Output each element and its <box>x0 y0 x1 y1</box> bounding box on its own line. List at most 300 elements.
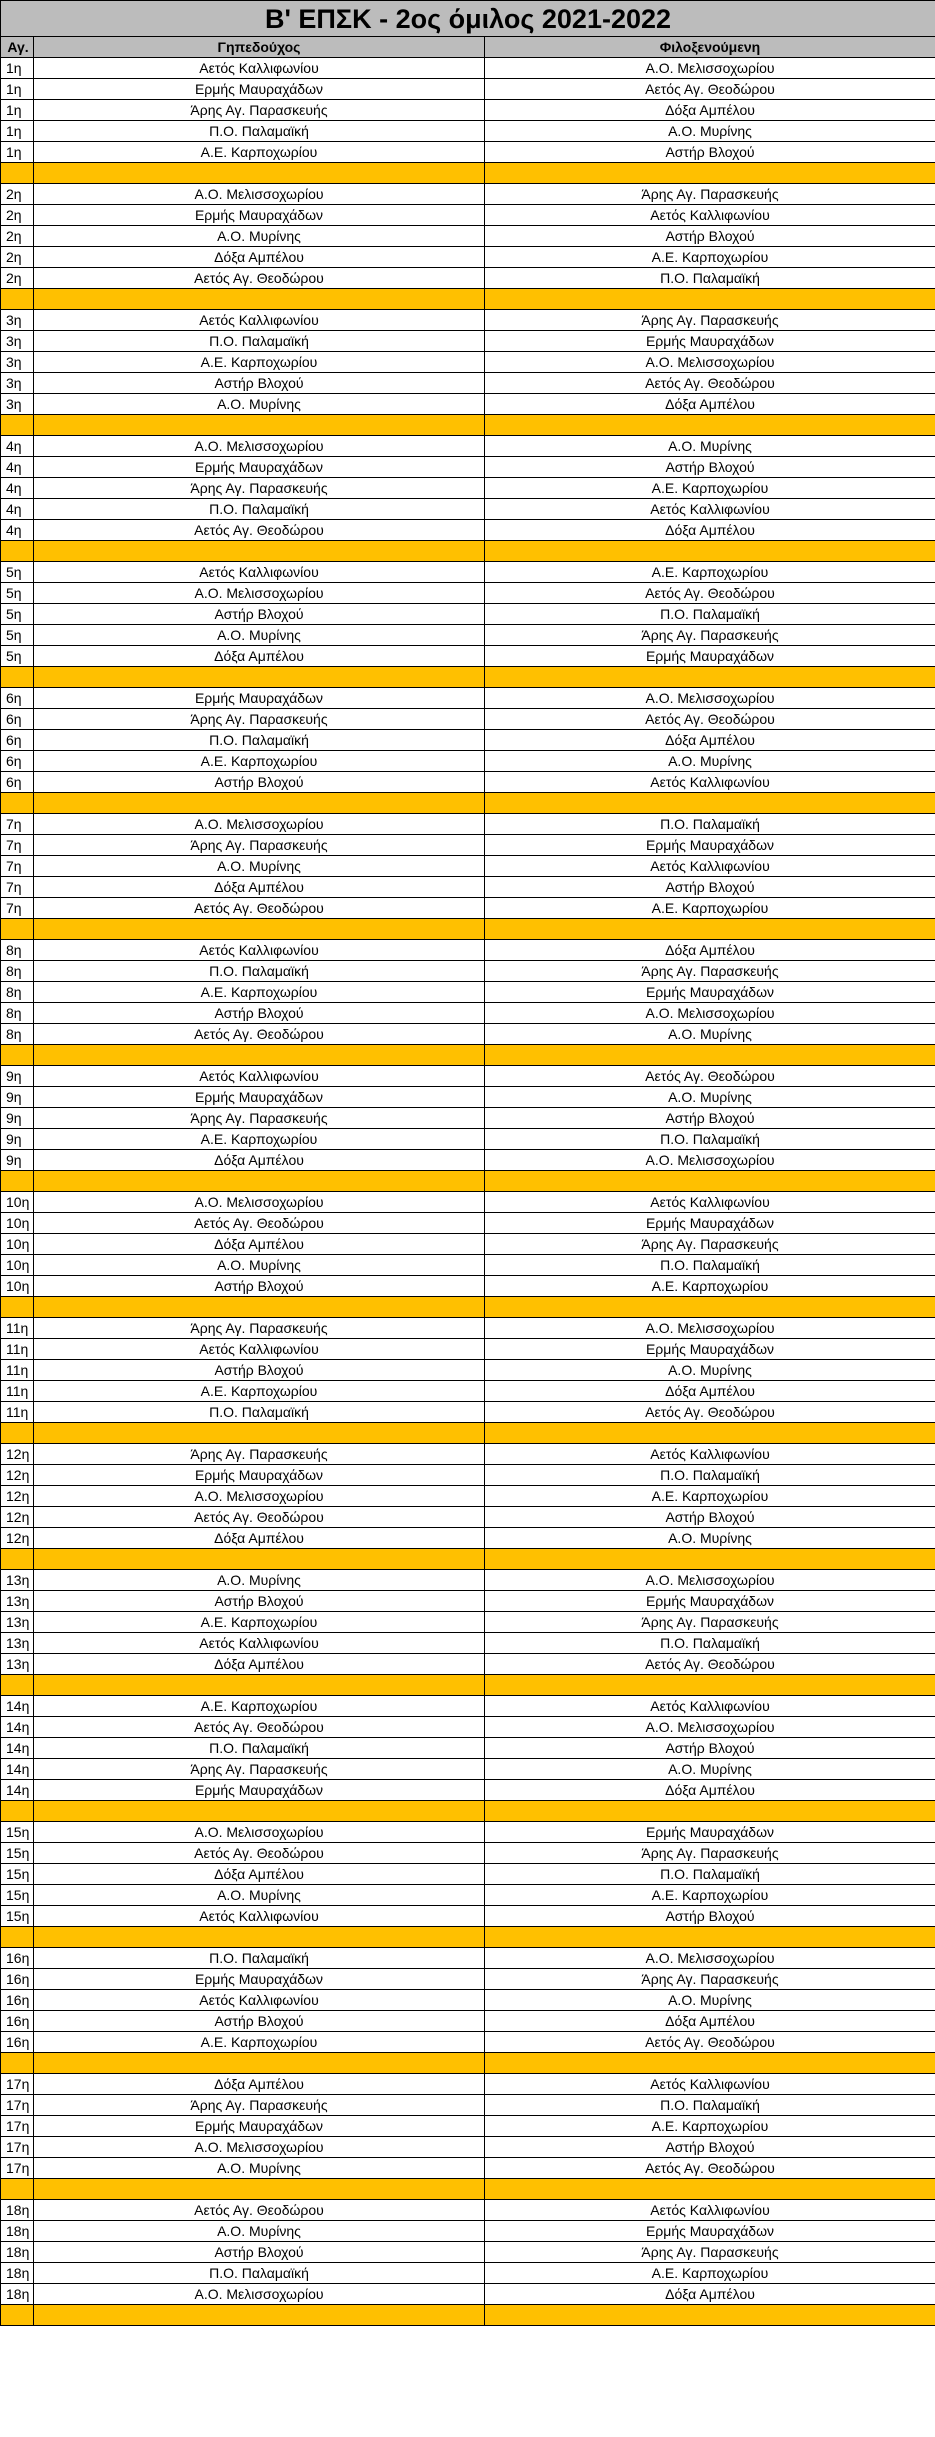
away-team-cell: Άρης Αγ. Παρασκευής <box>485 310 935 331</box>
away-team-cell: Α.Ε. Καρποχωρίου <box>485 898 935 919</box>
home-team-cell: Αστήρ Βλοχού <box>34 604 485 625</box>
away-team-cell: Α.Ε. Καρποχωρίου <box>485 562 935 583</box>
away-team-cell: Π.Ο. Παλαμαϊκή <box>485 1633 935 1654</box>
round-cell: 9η <box>1 1066 34 1087</box>
table-row <box>1 2095 935 2116</box>
table-row <box>1 1465 935 1486</box>
round-cell: 2η <box>1 247 34 268</box>
round-cell: 1η <box>1 121 34 142</box>
round-cell: 1η <box>1 100 34 121</box>
round-cell: 2η <box>1 205 34 226</box>
away-team-cell: Α.Ο. Μελισσοχωρίου <box>485 1570 935 1591</box>
round-separator-row <box>1 1171 935 1192</box>
home-team-cell: Π.Ο. Παλαμαϊκή <box>34 331 485 352</box>
home-team-cell: Α.Ο. Μελισσοχωρίου <box>34 583 485 604</box>
round-separator-row <box>1 1801 935 1822</box>
away-team-cell: Α.Ε. Καρποχωρίου <box>485 1885 935 1906</box>
round-cell: 12η <box>1 1507 34 1528</box>
home-team-cell: Α.Ο. Μυρίνης <box>34 1885 485 1906</box>
round-cell: 18η <box>1 2242 34 2263</box>
table-row <box>1 2200 935 2221</box>
home-team-cell: Αετός Καλλιφωνίου <box>34 1906 485 1927</box>
away-team-cell: Ερμής Μαυραχάδων <box>485 646 935 667</box>
home-team-cell: Δόξα Αμπέλου <box>34 247 485 268</box>
table-row <box>1 835 935 856</box>
round-cell: 2η <box>1 268 34 289</box>
away-team-cell: Ερμής Μαυραχάδων <box>485 1822 935 1843</box>
round-cell: 6η <box>1 772 34 793</box>
home-team-cell: Δόξα Αμπέλου <box>34 1864 485 1885</box>
table-row <box>1 1339 935 1360</box>
separator-cell <box>485 1297 935 1318</box>
separator-cell <box>485 1801 935 1822</box>
away-team-cell: Αστήρ Βλοχού <box>485 2137 935 2158</box>
table-row <box>1 2011 935 2032</box>
separator-cell <box>1 541 34 562</box>
home-team-cell: Αστήρ Βλοχού <box>34 1003 485 1024</box>
home-team-cell: Α.Ο. Μελισσοχωρίου <box>34 1192 485 1213</box>
round-cell: 1η <box>1 58 34 79</box>
table-row <box>1 898 935 919</box>
home-team-cell: Αετός Καλλιφωνίου <box>34 1990 485 2011</box>
round-cell: 7η <box>1 835 34 856</box>
home-team-cell: Α.Ο. Μυρίνης <box>34 226 485 247</box>
round-cell: 9η <box>1 1108 34 1129</box>
home-team-cell: Αετός Καλλιφωνίου <box>34 1066 485 1087</box>
separator-cell <box>34 1675 485 1696</box>
table-row <box>1 310 935 331</box>
separator-cell <box>34 667 485 688</box>
round-column-header: Αγ. <box>1 37 34 58</box>
home-team-cell: Α.Ε. Καρποχωρίου <box>34 1381 485 1402</box>
home-team-cell: Άρης Αγ. Παρασκευής <box>34 1318 485 1339</box>
away-team-cell: Α.Ο. Μελισσοχωρίου <box>485 58 935 79</box>
round-cell: 3η <box>1 310 34 331</box>
away-team-cell: Άρης Αγ. Παρασκευής <box>485 1843 935 1864</box>
table-row <box>1 1822 935 1843</box>
home-team-cell: Άρης Αγ. Παρασκευής <box>34 1759 485 1780</box>
away-team-cell: Άρης Αγ. Παρασκευής <box>485 1234 935 1255</box>
round-cell: 18η <box>1 2200 34 2221</box>
away-team-cell: Αστήρ Βλοχού <box>485 457 935 478</box>
table-row <box>1 1087 935 1108</box>
home-team-cell: Αστήρ Βλοχού <box>34 772 485 793</box>
away-team-cell: Π.Ο. Παλαμαϊκή <box>485 1864 935 1885</box>
title-row <box>1 1 935 37</box>
away-team-cell: Αστήρ Βλοχού <box>485 1738 935 1759</box>
fixtures-table-body <box>1 1 935 2326</box>
round-cell: 15η <box>1 1885 34 1906</box>
away-team-cell: Άρης Αγ. Παρασκευής <box>485 1612 935 1633</box>
round-cell: 17η <box>1 2074 34 2095</box>
table-row <box>1 1192 935 1213</box>
table-row <box>1 1969 935 1990</box>
round-cell: 10η <box>1 1255 34 1276</box>
away-team-cell: Ερμής Μαυραχάδων <box>485 982 935 1003</box>
table-row <box>1 562 935 583</box>
round-cell: 14η <box>1 1759 34 1780</box>
separator-cell <box>1 2179 34 2200</box>
table-row <box>1 1360 935 1381</box>
round-cell: 7η <box>1 877 34 898</box>
away-team-cell: Π.Ο. Παλαμαϊκή <box>485 1465 935 1486</box>
home-team-cell: Ερμής Μαυραχάδων <box>34 1969 485 1990</box>
table-row <box>1 940 935 961</box>
round-separator-row <box>1 1549 935 1570</box>
table-row <box>1 1381 935 1402</box>
home-team-cell: Α.Ε. Καρποχωρίου <box>34 1129 485 1150</box>
away-team-cell: Αστήρ Βλοχού <box>485 1906 935 1927</box>
home-team-cell: Α.Ε. Καρποχωρίου <box>34 1696 485 1717</box>
round-separator-row <box>1 2305 935 2326</box>
home-team-cell: Α.Ο. Μυρίνης <box>34 2221 485 2242</box>
separator-cell <box>485 541 935 562</box>
home-team-cell: Α.Ε. Καρποχωρίου <box>34 982 485 1003</box>
home-team-cell: Αετός Καλλιφωνίου <box>34 58 485 79</box>
round-cell: 15η <box>1 1843 34 1864</box>
round-cell: 11η <box>1 1318 34 1339</box>
away-team-cell: Αετός Καλλιφωνίου <box>485 1696 935 1717</box>
round-cell: 2η <box>1 184 34 205</box>
round-cell: 1η <box>1 142 34 163</box>
round-cell: 4η <box>1 457 34 478</box>
separator-cell <box>1 2305 34 2326</box>
home-team-cell: Α.Ο. Μυρίνης <box>34 2158 485 2179</box>
separator-cell <box>1 1675 34 1696</box>
home-team-cell: Α.Ο. Μελισσοχωρίου <box>34 2284 485 2305</box>
round-cell: 17η <box>1 2095 34 2116</box>
table-row <box>1 2032 935 2053</box>
table-row <box>1 1444 935 1465</box>
home-team-cell: Π.Ο. Παλαμαϊκή <box>34 1738 485 1759</box>
home-team-cell: Δόξα Αμπέλου <box>34 646 485 667</box>
table-row <box>1 1213 935 1234</box>
round-cell: 4η <box>1 436 34 457</box>
round-separator-row <box>1 289 935 310</box>
home-team-cell: Α.Ο. Μυρίνης <box>34 625 485 646</box>
table-row <box>1 1528 935 1549</box>
round-cell: 16η <box>1 1948 34 1969</box>
home-team-cell: Αετός Αγ. Θεοδώρου <box>34 1024 485 1045</box>
table-row <box>1 331 935 352</box>
away-team-cell: Ερμής Μαυραχάδων <box>485 2221 935 2242</box>
away-team-cell: Α.Ο. Μυρίνης <box>485 1087 935 1108</box>
separator-cell <box>485 667 935 688</box>
home-team-cell: Α.Ο. Μυρίνης <box>34 1255 485 1276</box>
away-team-cell: Αετός Καλλιφωνίου <box>485 2200 935 2221</box>
round-separator-row <box>1 2179 935 2200</box>
home-team-cell: Π.Ο. Παλαμαϊκή <box>34 730 485 751</box>
away-team-cell: Αστήρ Βλοχού <box>485 142 935 163</box>
separator-cell <box>34 541 485 562</box>
separator-cell <box>1 2053 34 2074</box>
round-separator-row <box>1 667 935 688</box>
away-team-cell: Αετός Καλλιφωνίου <box>485 856 935 877</box>
home-team-cell: Αετός Αγ. Θεοδώρου <box>34 2200 485 2221</box>
away-team-cell: Αετός Αγ. Θεοδώρου <box>485 709 935 730</box>
away-team-cell: Άρης Αγ. Παρασκευής <box>485 2242 935 2263</box>
home-team-cell: Π.Ο. Παλαμαϊκή <box>34 499 485 520</box>
home-team-cell: Ερμής Μαυραχάδων <box>34 1087 485 1108</box>
table-row <box>1 1234 935 1255</box>
separator-cell <box>1 415 34 436</box>
round-cell: 11η <box>1 1402 34 1423</box>
away-team-cell: Α.Ο. Μυρίνης <box>485 1360 935 1381</box>
round-cell: 2η <box>1 226 34 247</box>
round-cell: 8η <box>1 940 34 961</box>
home-team-cell: Ερμής Μαυραχάδων <box>34 688 485 709</box>
round-cell: 12η <box>1 1444 34 1465</box>
round-cell: 13η <box>1 1570 34 1591</box>
round-cell: 5η <box>1 646 34 667</box>
table-row <box>1 814 935 835</box>
away-team-cell: Άρης Αγ. Παρασκευής <box>485 1969 935 1990</box>
away-team-cell: Α.Ε. Καρποχωρίου <box>485 1276 935 1297</box>
round-cell: 17η <box>1 2158 34 2179</box>
round-cell: 14η <box>1 1696 34 1717</box>
table-row <box>1 1255 935 1276</box>
separator-cell <box>34 2305 485 2326</box>
round-cell: 8η <box>1 982 34 1003</box>
away-team-cell: Α.Ο. Μυρίνης <box>485 1024 935 1045</box>
away-team-cell: Α.Ο. Μελισσοχωρίου <box>485 1318 935 1339</box>
away-team-cell: Αστήρ Βλοχού <box>485 1507 935 1528</box>
table-row <box>1 583 935 604</box>
table-row <box>1 1717 935 1738</box>
separator-cell <box>34 793 485 814</box>
away-team-cell: Ερμής Μαυραχάδων <box>485 1213 935 1234</box>
home-team-cell: Α.Ο. Μελισσοχωρίου <box>34 814 485 835</box>
separator-cell <box>485 2305 935 2326</box>
home-team-cell: Αετός Αγ. Θεοδώρου <box>34 1717 485 1738</box>
table-row <box>1 604 935 625</box>
round-separator-row <box>1 793 935 814</box>
round-separator-row <box>1 541 935 562</box>
table-row <box>1 58 935 79</box>
table-row <box>1 877 935 898</box>
home-team-cell: Δόξα Αμπέλου <box>34 1234 485 1255</box>
separator-cell <box>485 919 935 940</box>
round-cell: 14η <box>1 1717 34 1738</box>
away-team-cell: Π.Ο. Παλαμαϊκή <box>485 1129 935 1150</box>
away-team-cell: Δόξα Αμπέλου <box>485 100 935 121</box>
home-team-cell: Αετός Καλλιφωνίου <box>34 310 485 331</box>
round-cell: 12η <box>1 1465 34 1486</box>
home-team-cell: Αστήρ Βλοχού <box>34 2011 485 2032</box>
home-team-cell: Ερμής Μαυραχάδων <box>34 79 485 100</box>
round-cell: 11η <box>1 1360 34 1381</box>
round-cell: 16η <box>1 1990 34 2011</box>
home-team-cell: Δόξα Αμπέλου <box>34 2074 485 2095</box>
round-cell: 16η <box>1 2032 34 2053</box>
round-cell: 6η <box>1 751 34 772</box>
round-cell: 7η <box>1 856 34 877</box>
table-row <box>1 226 935 247</box>
round-cell: 4η <box>1 499 34 520</box>
home-team-cell: Αετός Καλλιφωνίου <box>34 562 485 583</box>
separator-cell <box>34 1171 485 1192</box>
round-cell: 5η <box>1 583 34 604</box>
table-row <box>1 1885 935 1906</box>
header-row <box>1 37 935 58</box>
table-row <box>1 1402 935 1423</box>
home-team-cell: Α.Ο. Μελισσοχωρίου <box>34 436 485 457</box>
separator-cell <box>34 415 485 436</box>
home-team-cell: Α.Ο. Μελισσοχωρίου <box>34 1822 485 1843</box>
away-team-cell: Δόξα Αμπέλου <box>485 730 935 751</box>
table-row <box>1 1843 935 1864</box>
home-team-cell: Ερμής Μαυραχάδων <box>34 457 485 478</box>
table-row <box>1 499 935 520</box>
separator-cell <box>1 1423 34 1444</box>
away-team-cell: Δόξα Αμπέλου <box>485 940 935 961</box>
separator-cell <box>485 163 935 184</box>
round-cell: 15η <box>1 1906 34 1927</box>
table-row <box>1 268 935 289</box>
table-row <box>1 1738 935 1759</box>
table-row <box>1 247 935 268</box>
table-row <box>1 2116 935 2137</box>
away-team-cell: Αετός Αγ. Θεοδώρου <box>485 373 935 394</box>
away-team-cell: Π.Ο. Παλαμαϊκή <box>485 814 935 835</box>
away-team-cell: Δόξα Αμπέλου <box>485 520 935 541</box>
separator-cell <box>34 2053 485 2074</box>
table-row <box>1 751 935 772</box>
separator-cell <box>485 1423 935 1444</box>
separator-cell <box>1 1297 34 1318</box>
home-team-cell: Α.Ε. Καρποχωρίου <box>34 352 485 373</box>
separator-cell <box>485 1549 935 1570</box>
home-team-cell: Άρης Αγ. Παρασκευής <box>34 709 485 730</box>
home-team-cell: Αετός Αγ. Θεοδώρου <box>34 520 485 541</box>
away-team-cell: Ερμής Μαυραχάδων <box>485 835 935 856</box>
away-team-cell: Αετός Αγ. Θεοδώρου <box>485 2032 935 2053</box>
round-cell: 10η <box>1 1234 34 1255</box>
home-team-cell: Αετός Αγ. Θεοδώρου <box>34 1213 485 1234</box>
round-cell: 9η <box>1 1150 34 1171</box>
table-row <box>1 961 935 982</box>
away-team-cell: Α.Ο. Μελισσοχωρίου <box>485 1003 935 1024</box>
away-team-cell: Α.Ε. Καρποχωρίου <box>485 1486 935 1507</box>
separator-cell <box>34 1423 485 1444</box>
table-row <box>1 1591 935 1612</box>
home-team-cell: Α.Ο. Μυρίνης <box>34 1570 485 1591</box>
home-team-cell: Αετός Αγ. Θεοδώρου <box>34 1843 485 1864</box>
table-row <box>1 1003 935 1024</box>
separator-cell <box>485 1927 935 1948</box>
table-row <box>1 1990 935 2011</box>
round-cell: 6η <box>1 730 34 751</box>
table-row <box>1 394 935 415</box>
away-team-cell: Αετός Αγ. Θεοδώρου <box>485 2158 935 2179</box>
table-row <box>1 688 935 709</box>
table-row <box>1 1948 935 1969</box>
away-team-cell: Αετός Αγ. Θεοδώρου <box>485 583 935 604</box>
table-row <box>1 1570 935 1591</box>
home-team-cell: Άρης Αγ. Παρασκευής <box>34 1444 485 1465</box>
table-row <box>1 2158 935 2179</box>
table-row <box>1 730 935 751</box>
home-team-cell: Α.Ε. Καρποχωρίου <box>34 1612 485 1633</box>
away-team-cell: Π.Ο. Παλαμαϊκή <box>485 604 935 625</box>
round-cell: 11η <box>1 1339 34 1360</box>
table-row <box>1 79 935 100</box>
home-team-cell: Αετός Καλλιφωνίου <box>34 1339 485 1360</box>
away-team-cell: Ερμής Μαυραχάδων <box>485 331 935 352</box>
table-row <box>1 457 935 478</box>
home-team-cell: Ερμής Μαυραχάδων <box>34 1780 485 1801</box>
table-row <box>1 2074 935 2095</box>
separator-cell <box>1 1927 34 1948</box>
away-team-cell: Αετός Αγ. Θεοδώρου <box>485 1066 935 1087</box>
away-team-cell: Α.Ο. Μυρίνης <box>485 121 935 142</box>
table-row <box>1 520 935 541</box>
round-cell: 12η <box>1 1486 34 1507</box>
away-team-cell: Αστήρ Βλοχού <box>485 1108 935 1129</box>
home-team-cell: Άρης Αγ. Παρασκευής <box>34 478 485 499</box>
home-team-cell: Άρης Αγ. Παρασκευής <box>34 100 485 121</box>
round-cell: 6η <box>1 688 34 709</box>
home-team-cell: Δόξα Αμπέλου <box>34 1654 485 1675</box>
table-row <box>1 478 935 499</box>
table-row <box>1 1507 935 1528</box>
round-cell: 16η <box>1 2011 34 2032</box>
round-cell: 13η <box>1 1591 34 1612</box>
separator-cell <box>485 289 935 310</box>
round-cell: 1η <box>1 79 34 100</box>
round-cell: 10η <box>1 1276 34 1297</box>
home-team-cell: Π.Ο. Παλαμαϊκή <box>34 1948 485 1969</box>
round-cell: 16η <box>1 1969 34 1990</box>
home-team-cell: Αετός Καλλιφωνίου <box>34 1633 485 1654</box>
round-cell: 18η <box>1 2284 34 2305</box>
separator-cell <box>485 793 935 814</box>
round-separator-row <box>1 415 935 436</box>
table-row <box>1 1654 935 1675</box>
round-cell: 4η <box>1 520 34 541</box>
round-cell: 5η <box>1 625 34 646</box>
round-cell: 10η <box>1 1213 34 1234</box>
separator-cell <box>34 163 485 184</box>
separator-cell <box>34 1927 485 1948</box>
table-row <box>1 2263 935 2284</box>
table-row <box>1 205 935 226</box>
table-row <box>1 373 935 394</box>
round-cell: 7η <box>1 814 34 835</box>
away-team-cell: Ερμής Μαυραχάδων <box>485 1591 935 1612</box>
table-row <box>1 2284 935 2305</box>
away-team-cell: Α.Ο. Μελισσοχωρίου <box>485 1150 935 1171</box>
table-row <box>1 2242 935 2263</box>
away-team-cell: Ερμής Μαυραχάδων <box>485 1339 935 1360</box>
table-row <box>1 1633 935 1654</box>
away-team-cell: Αετός Καλλιφωνίου <box>485 1444 935 1465</box>
away-team-cell: Άρης Αγ. Παρασκευής <box>485 961 935 982</box>
away-team-cell: Α.Ε. Καρποχωρίου <box>485 247 935 268</box>
away-team-cell: Δόξα Αμπέλου <box>485 2284 935 2305</box>
table-row <box>1 1906 935 1927</box>
home-team-cell: Ερμής Μαυραχάδων <box>34 1465 485 1486</box>
round-separator-row <box>1 1927 935 1948</box>
away-team-cell: Α.Ο. Μυρίνης <box>485 1528 935 1549</box>
home-team-cell: Δόξα Αμπέλου <box>34 1528 485 1549</box>
table-row <box>1 625 935 646</box>
round-cell: 3η <box>1 394 34 415</box>
separator-cell <box>485 415 935 436</box>
round-cell: 5η <box>1 604 34 625</box>
home-team-cell: Α.Ο. Μυρίνης <box>34 856 485 877</box>
away-team-cell: Αστήρ Βλοχού <box>485 877 935 898</box>
